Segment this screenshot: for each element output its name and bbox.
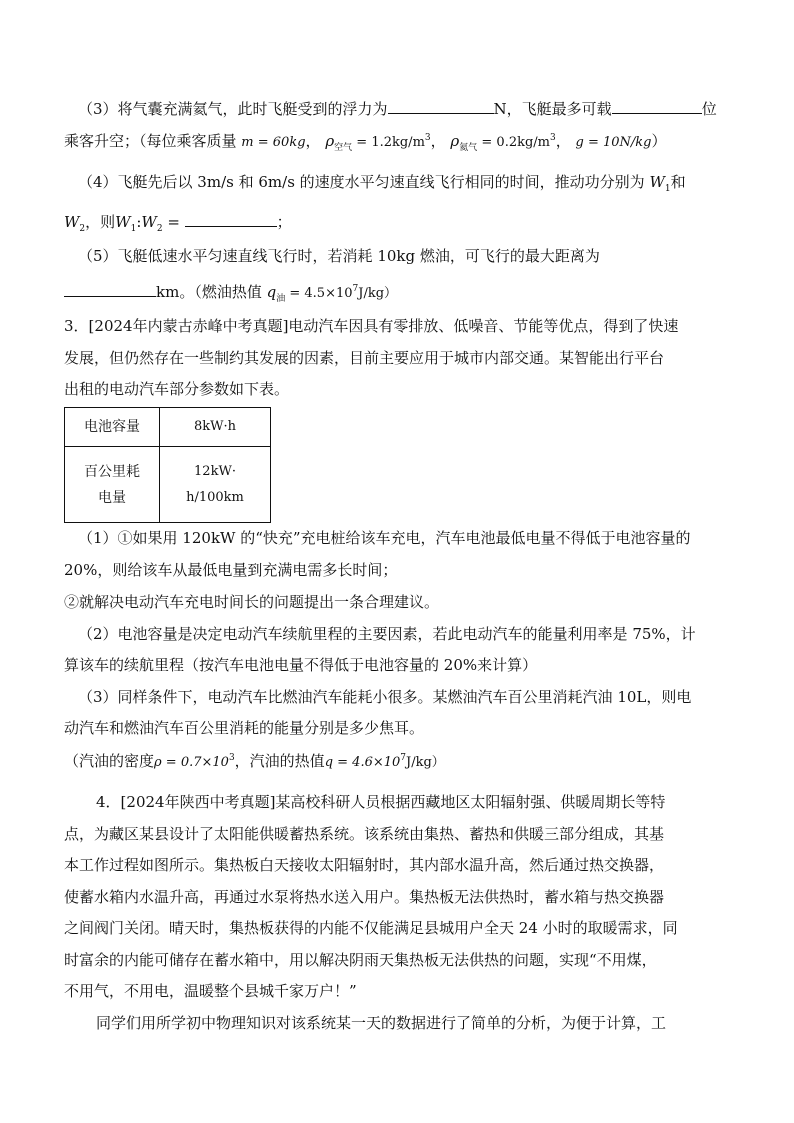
q4-line1 <box>96 792 665 812</box>
q3-part1-line2 <box>64 560 397 580</box>
text: 使蓄水箱内水温升高，再通过水泵将热水送入用户。集热板无法供热时，蓄水箱与热交换器 <box>64 888 665 906</box>
subscript: 油 <box>276 294 286 304</box>
table-cell-value <box>160 447 271 523</box>
text: 动汽车和燃油汽车百公里消耗的能量分别是多少焦耳。 <box>64 719 425 737</box>
text: ） <box>651 132 667 150</box>
text: ，汽油的热值 <box>234 752 325 770</box>
table-cell-value: 8kW·h <box>160 408 271 447</box>
superscript: 3 <box>228 753 235 763</box>
superscript: 7 <box>352 284 359 294</box>
formula-rho-helium: ρ <box>450 132 460 150</box>
q2-part5-line1 <box>78 246 600 266</box>
table-cell-label-line: 电量 <box>98 489 126 506</box>
text: = <box>162 213 180 231</box>
formula-w1: W <box>649 173 665 191</box>
q3-part3-line1 <box>78 687 691 707</box>
formula-q-fuel: q <box>266 283 277 301</box>
subscript: 氦气 <box>459 143 478 153</box>
formula-rho-air: ρ <box>325 132 335 150</box>
subscript: 1 <box>664 184 671 194</box>
text: （1）①如果用 120kW 的“快充”充电桩给该车充电，汽车电池最低电量不得低于电池容量的 <box>78 529 691 547</box>
text: 不用气，不用电，温暖整个县城千家万户！” <box>64 982 357 1000</box>
q4-line7 <box>64 981 357 1001</box>
text: 之间阀门关闭。晴天时，集热板获得的内能不仅能满足县城用户全天 24 小时的取暖需求，同 <box>64 919 678 937</box>
formula-w2: W <box>64 213 80 231</box>
table-cell-label <box>65 447 160 523</box>
table-row <box>65 408 271 447</box>
text: 3．[2024年内蒙古赤峰中考真题]电动汽车因具有零排放、低噪音、节能等优点，得到了快速 <box>64 317 679 335</box>
q4-line3 <box>64 855 664 875</box>
answer-blank-distance[interactable] <box>64 280 156 297</box>
answer-blank-passengers[interactable] <box>612 97 702 114</box>
text: 发展，但仍然存在一些制约其发展的因素，目前主要应用于城市内部交通。某智能出行平台 <box>64 349 665 367</box>
q4-line2 <box>64 824 664 844</box>
text: 20%，则给该车从最低电量到充满电需多长时间； <box>64 561 398 579</box>
text: 乘客升空；（每位乘客质量 <box>64 132 237 150</box>
subscript: 2 <box>156 224 163 234</box>
text: 点，为藏区某县设计了太阳能供暖蓄热系统。该系统由集热、蓄热和供暖三部分组成，其基 <box>64 825 665 843</box>
formula-ratio: W <box>141 213 157 231</box>
text: : <box>136 213 142 231</box>
q2-part4-line1 <box>78 172 686 192</box>
q3-intro-line1 <box>64 316 678 336</box>
formula-mass: m = 60kg <box>241 135 306 150</box>
text: km。（燃油热值 <box>156 283 262 301</box>
answer-blank-work-ratio[interactable] <box>185 210 277 227</box>
text: 本工作过程如图所示。集热板白天接收太阳辐射时，其内部水温升高，然后通过热交换器， <box>64 856 665 874</box>
table-cell-value-line: 12kW· <box>194 463 236 479</box>
q4-line6 <box>64 950 657 970</box>
text: 算该车的续航里程（按汽车电池电量不得低于电池容量的 20%来计算） <box>64 656 538 674</box>
subscript: 空气 <box>334 143 353 153</box>
formula-value: = 4.5×10 <box>285 286 353 301</box>
q3-part2-line2 <box>64 655 537 675</box>
table-cell-value-line: h/100km <box>186 489 244 505</box>
q3-part1-line3 <box>64 592 439 612</box>
q2-part3-line1 <box>78 97 717 119</box>
text: （4）飞艇先后以 3m/s 和 6m/s 的速度水平匀速直线飞行相同的时间，推动功分别为 <box>78 173 645 191</box>
text: （3）将气囊充满氦气，此时飞艇受到的浮力为 <box>78 100 388 118</box>
formula-q-gasoline: q = 4.6×10 <box>324 755 401 770</box>
text: 同学们用所学初中物理知识对该系统某一天的数据进行了简单的分析，为便于计算，工 <box>96 1014 667 1032</box>
text: ，则 <box>85 213 116 231</box>
q2-part3-line2: 乘客升空；（每位乘客质量 m = 60kg， $\rho_{空气} = 1.2kg/m^3$， $\rho_{氦气} = 0.2kg/m^3$， g = 10N/kg） <box>64 132 667 153</box>
q4-line8 <box>96 1013 666 1033</box>
formula-value: = 0.2kg/m <box>477 135 551 150</box>
q3-intro-line3 <box>64 379 289 399</box>
subscript: 2 <box>79 224 86 234</box>
formula-unit: J/kg） <box>406 755 445 770</box>
text: 时富余的内能可储存在蓄水箱中，用以解决阴雨天集热板无法供热的问题，实现“不用煤， <box>64 951 657 969</box>
formula-rho-gasoline: ρ = 0.7×10 <box>154 755 229 770</box>
text: （5）飞艇低速水平匀速直线飞行时，若消耗 10kg 燃油，可飞行的最大距离为 <box>78 247 600 265</box>
formula-unit: J/kg） <box>358 286 398 301</box>
superscript: 3 <box>424 133 431 143</box>
table-cell-label: 电池容量 <box>65 408 160 447</box>
superscript: 7 <box>400 753 407 763</box>
q3-part3-line2 <box>64 718 424 738</box>
text: N，飞艇最多可载 <box>493 100 612 118</box>
formula-value: = 1.2kg/m <box>352 135 425 150</box>
text: （2）电池容量是决定电动汽车续航里程的主要因素，若此电动汽车的能量利用率是 75%，计 <box>78 625 696 643</box>
formula-ratio: W <box>115 213 131 231</box>
ev-parameter-table <box>64 407 271 523</box>
text: 4．[2024年陕西中考真题]某高校科研人员根据西藏地区太阳辐射强、供暖周期长等特 <box>96 793 666 811</box>
q2-part5-line2 <box>64 280 397 304</box>
table-row <box>65 447 271 523</box>
q4-line5 <box>64 918 678 938</box>
q2-part4-line2 <box>64 210 292 232</box>
text: （3）同样条件下，电动汽车比燃油汽车能耗小很多。某燃油汽车百公里消耗汽油 10L，则电 <box>78 688 692 706</box>
subscript: 1 <box>130 224 137 234</box>
q3-part3-line3 <box>64 751 445 773</box>
formula-gravity: g = 10N/kg <box>575 135 652 150</box>
table-cell-label-line: 百公里耗 <box>84 463 140 480</box>
q3-part1-line1 <box>78 528 691 548</box>
superscript: 3 <box>550 133 556 143</box>
answer-blank-buoyancy[interactable] <box>388 97 494 114</box>
text: ②就解决电动汽车充电时间长的问题提出一条合理建议。 <box>64 593 440 611</box>
q3-intro-line2 <box>64 348 664 368</box>
text: 位 <box>701 100 717 118</box>
text: （汽油的密度 <box>64 752 155 770</box>
text: 和 <box>670 173 686 191</box>
text: 出租的电动汽车部分参数如下表。 <box>64 380 290 398</box>
q3-part2-line1 <box>78 624 696 644</box>
q4-line4 <box>64 887 664 907</box>
text: ； <box>276 213 292 231</box>
